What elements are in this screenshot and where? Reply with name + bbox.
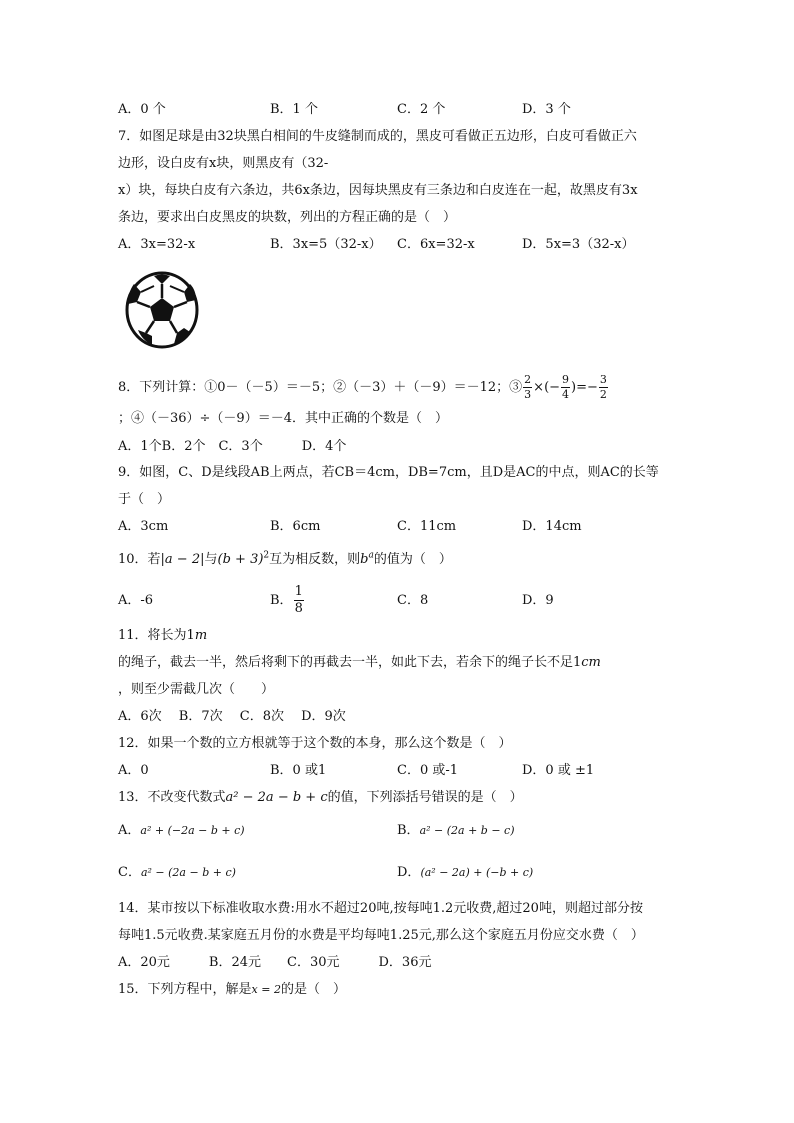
q10-suffix: 的值为（ ）	[373, 552, 452, 567]
q10-option-a: A．-6	[118, 593, 154, 608]
q11-options: A．6次 B．7次 C．8次 D．9次	[118, 709, 346, 724]
q9-option-d: D．14cm	[522, 519, 582, 534]
q10-option-b-label: B．	[270, 593, 293, 608]
q11-line-1-text: 11．将长为1	[118, 628, 195, 643]
q12-option-b: B．0 或1	[270, 763, 327, 778]
q11-text-line-3: ，则至少需截几次（ ）	[118, 682, 275, 697]
q7-option-c: C．6x=32-x	[397, 237, 475, 252]
q13-option-a	[118, 822, 245, 840]
q6-option-b: B．1 个	[270, 102, 318, 117]
q11-line-2-text: 的绳子，截去一半，然后将剩下的再截去一半，如此下去，若余下的绳子长不足1	[118, 655, 582, 670]
q14-text-line-2: 每吨1.5元收费.某家庭五月份的水费是平均每吨1.25元,那么这个家庭五月份应交水费（ ）	[118, 928, 644, 943]
q13-text-line-1	[118, 789, 523, 807]
q14-text-line-1: 14．某市按以下标准收取水费:用水不超过20吨,按每吨1.2元收费,超过20吨，则超过部分按	[118, 901, 643, 916]
q9-option-a: A．3cm	[118, 519, 169, 534]
q6-option-a: A．0 个	[118, 102, 166, 117]
q8-text-line-1	[118, 372, 609, 404]
q13-option-b	[397, 822, 515, 840]
q8-fraction-1-denominator: 3	[524, 388, 532, 401]
q15-prefix: 15．下列方程中，解是	[118, 982, 252, 997]
q11-unit-m: m	[194, 628, 208, 643]
q10-square-base: (b + 3)	[217, 552, 264, 567]
q9-text-line-1: 9．如图，C、D是线段AB上两点，若CB＝4cm，DB=7cm，且D是AC的中点，则AC的长等	[118, 465, 659, 480]
q8-fraction-3-numerator: 3	[599, 373, 607, 386]
q6-option-d: D．3 个	[522, 102, 571, 117]
q7-text-line-2: 边形，设白皮有x块，则黑皮有（32-	[118, 156, 329, 171]
q13-option-a-label: A．	[118, 823, 141, 838]
q10-option-d: D．9	[522, 593, 554, 608]
q10-option-b-fraction	[294, 584, 304, 617]
q10-square-exponent: 2	[263, 550, 270, 561]
q10-power-exponent: a	[368, 550, 374, 561]
q12-option-a: A．0	[118, 763, 149, 778]
q7-option-b: B．3x=5（32-x）	[270, 237, 382, 252]
q13-option-c-expression: a² − (2a − b + c)	[140, 866, 236, 879]
q8-fraction-1-numerator: 2	[524, 373, 532, 386]
q10-option-c: C．8	[397, 593, 429, 608]
q8-times: ×(−	[533, 380, 561, 395]
q10-option-b	[270, 580, 305, 622]
q11-text-line-2	[118, 654, 601, 672]
q8-fraction-2-numerator: 9	[562, 373, 570, 386]
q7-text-line-1: 7．如图足球是由32块黑白相间的牛皮缝制而成的，黑皮可看做正五边形，白皮可看做正六	[118, 129, 637, 144]
q8-fraction-3	[599, 373, 608, 402]
soccer-ball-figure	[124, 270, 200, 350]
q13-option-d	[397, 864, 533, 882]
q11-unit-cm: cm	[581, 655, 601, 670]
q7-option-a: A．3x=32-x	[118, 237, 196, 252]
q9-option-b: B．6cm	[270, 519, 321, 534]
q7-text-line-3: x）块，每块白皮有六条边，共6x条边，因每块黑皮有三条边和白皮连在一起，故黑皮有3x	[118, 183, 638, 198]
q6-option-c: C．2 个	[397, 102, 446, 117]
q13-option-c	[118, 864, 236, 882]
q10-abs-expression: |a − 2|	[160, 552, 205, 567]
q8-text-line-2: ；④（－36）÷（－9）＝－4．其中正确的个数是（ ）	[118, 411, 448, 426]
q8-fraction-2-denominator: 4	[562, 388, 570, 401]
q12-option-c: C．0 或-1	[397, 763, 459, 778]
q11-text-line-1	[118, 627, 207, 645]
q13-expression: a² − 2a − b + c	[225, 790, 328, 805]
q13-option-d-expression: (a² − 2a) + (−b + c)	[420, 866, 534, 879]
q15-text-line-1	[118, 981, 346, 999]
q8-fraction-1	[523, 373, 532, 402]
q8-options: A．1个B．2个 C．3个 D．4个	[118, 439, 347, 454]
q15-expression: x = 2	[251, 983, 281, 996]
q8-fraction-3-denominator: 2	[599, 388, 607, 401]
q10-option-b-numerator: 1	[294, 584, 303, 599]
q13-option-b-label: B．	[397, 823, 420, 838]
q14-options: A．20元 B．24元 C．30元 D．36元	[118, 955, 432, 970]
q10-connector: 与	[204, 552, 218, 567]
q7-option-d: D．5x=3（32-x）	[522, 237, 635, 252]
q13-option-b-expression: a² − (2a + b − c)	[419, 824, 515, 837]
q13-option-c-label: C．	[118, 865, 141, 880]
q8-equals: )=−	[571, 380, 598, 395]
q10-option-b-denominator: 8	[294, 601, 303, 616]
q9-text-line-2: 于（ ）	[118, 492, 171, 507]
q8-fraction-2	[561, 373, 570, 402]
q10-middle-text: 互为相反数，则	[269, 552, 361, 567]
q13-option-d-label: D．	[397, 865, 421, 880]
q10-power-base: b	[360, 552, 369, 567]
q12-option-d: D．0 或 ±1	[522, 763, 595, 778]
q15-suffix: 的是（ ）	[280, 982, 346, 997]
q10-prefix: 10．若	[118, 552, 161, 567]
q7-text-line-4: 条边，要求出白皮黑皮的块数，列出的方程正确的是（ ）	[118, 210, 457, 225]
q9-option-c: C．11cm	[397, 519, 457, 534]
q13-prefix: 13．不改变代数式	[118, 790, 226, 805]
q12-text-line-1: 12．如果一个数的立方根就等于这个数的本身，那么这个数是（ ）	[118, 736, 512, 751]
q10-text-line-1	[118, 551, 452, 569]
q8-prefix: 8．下列计算：①0－（－5）＝－5；②（－3）＋（－9）＝－12；③	[118, 380, 523, 395]
q13-suffix: 的值，下列添括号错误的是（ ）	[327, 790, 523, 805]
q13-option-a-expression: a² + (−2a − b + c)	[140, 824, 245, 837]
